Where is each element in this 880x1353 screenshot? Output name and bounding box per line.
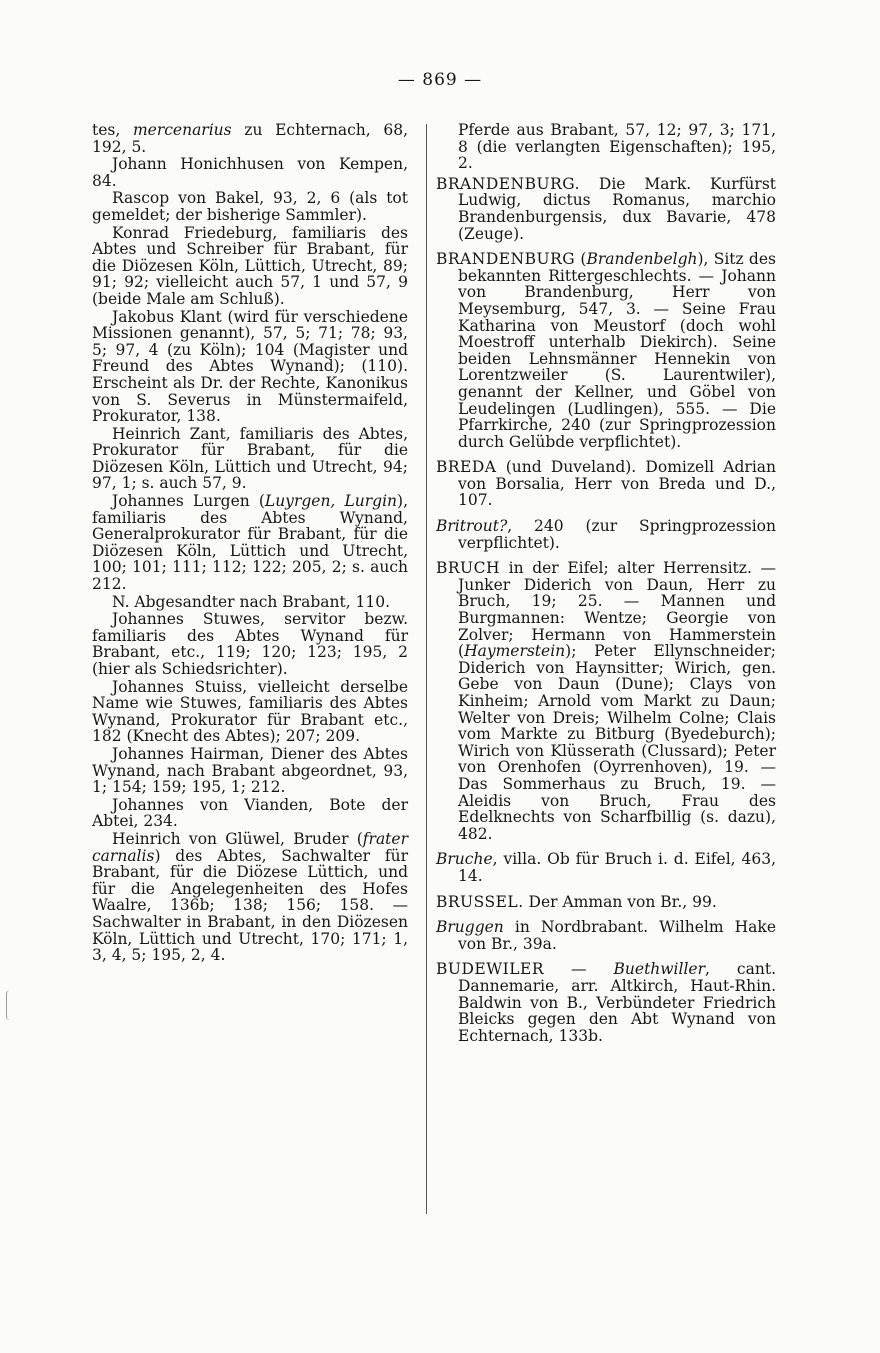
index-entry bbox=[436, 459, 776, 509]
index-entry bbox=[436, 251, 776, 450]
index-entry bbox=[436, 961, 776, 1044]
entry-text: Johannes Hairman, Diener des Abtes Wynand, nach Brabant abgeordnet, 93, 1; 154; 159; 195, 1; 212. bbox=[92, 744, 408, 797]
entry-text: ) des Abtes, Sachwalter für Brabant, für die Diözese Lüttich, und für die Angelegenheiten des Hofes Waalre, 136b; 138; 156; 158. — Sachwalter in Brabant, in den Diözesen Köln, Lüttich und Utrecht, 170; 171; 1, 3, 4, 5; 195, 2, 4. bbox=[92, 846, 408, 965]
left-column bbox=[92, 122, 408, 965]
entry-italic: frater carnalis bbox=[92, 829, 408, 865]
entry-text: Konrad Friedeburg, familiaris des Abtes und Schreiber für Brabant, für die Diözesen Köln, Lüttich, Utrecht, 89; 91; 92; vielleicht auch 57, 1 und 57, 9 (beide Male am Schluß). bbox=[92, 223, 408, 308]
entry-text: — bbox=[544, 960, 614, 979]
entry-text: Johannes Stuwes, servitor bezw. familiaris des Abtes Wynand für Brabant, etc., 119; 120; 123; 195, 2 (hier als Schiedsrichter). bbox=[92, 610, 408, 678]
entry-text: in Nordbrabant. Wilhelm Hake von Br., 39a. bbox=[458, 918, 776, 953]
page-number: — 869 — bbox=[397, 70, 483, 90]
entry-italic: Bruggen bbox=[436, 918, 504, 937]
index-entry bbox=[92, 611, 408, 677]
entry-text: Heinrich von Glüwel, Bruder ( bbox=[112, 829, 363, 848]
entry-text: Johann Honichhusen von Kempen, 84. bbox=[92, 155, 408, 190]
entry-text: Der Amman von Br., 99. bbox=[523, 892, 717, 911]
index-entry bbox=[436, 560, 776, 842]
index-entry bbox=[92, 493, 408, 593]
entry-headword: BREDA bbox=[436, 458, 497, 477]
index-entry bbox=[436, 851, 776, 884]
entry-headword: BUDEWILER bbox=[436, 960, 545, 979]
entry-italic: mercenarius bbox=[132, 121, 232, 139]
entry-text: N. Abgesandter nach Brabant, 110. bbox=[112, 592, 391, 611]
index-entry bbox=[92, 679, 408, 745]
entry-headword: BRUSSEL. bbox=[436, 892, 524, 911]
entry-text: Johannes Lurgen ( bbox=[112, 492, 265, 511]
index-entry bbox=[436, 176, 776, 242]
entry-text: Johannes von Vianden, Bote der Abtei, 234. bbox=[92, 795, 408, 831]
index-entry bbox=[92, 190, 408, 223]
index-entry bbox=[92, 426, 408, 492]
entry-text: zu Echternach, 68, 192, 5. bbox=[92, 121, 408, 156]
entry-text: ), familiaris des Abtes Wynand, Generalprokurator für Brabant, für die Diözesen Köln, Lüttich und Utrecht, 100; 101; 111; 112; 122; 205, 2; s. auch 212. bbox=[92, 492, 408, 594]
index-entry bbox=[92, 797, 408, 830]
page-edge-mark bbox=[6, 990, 13, 1020]
index-entry bbox=[436, 122, 776, 172]
entry-italic: Bruche bbox=[436, 850, 493, 869]
entry-text: ); Peter Ellynschneider; Diderich von Haynsitter; Wirich, gen. Gebe von Daun (Dune); Clays von Kinheim; Arnold vom Markt zu Daun; Welter von Dreis; Wilhelm Colne; Clais vom Markte zu Bitburg (Byedeburch); Wirich von Klüsserath (Clussard); Peter von Orenhofen (Oyrrenhoven), 19. — Das Sommerhaus zu Bruch, 19. — Aleidis von Bruch, Frau des Edelknechts von Scharfbillig (s. dazu), 482. bbox=[458, 642, 776, 843]
entry-italic: Brandenbelgh bbox=[586, 250, 698, 269]
entry-text: ( bbox=[575, 250, 587, 269]
entry-text: Johannes Stuiss, vielleicht derselbe Name wie Stuwes, familiaris des Abtes Wynand, Prokurator für Brabant etc., 182 (Knecht des Abtes); 207; 209. bbox=[92, 677, 408, 746]
entry-text: tes, bbox=[92, 121, 133, 139]
entry-text: Pferde aus Brabant, 57, 12; 97, 3; 171, 8 (die verlangten Eigenschaften); 195, 2. bbox=[458, 121, 776, 173]
index-entry bbox=[92, 225, 408, 308]
right-column bbox=[436, 122, 776, 1053]
entry-text: Heinrich Zant, familiaris des Abtes, Prokurator für Brabant, für die Diözesen Köln, Lüttich und Utrecht, 94; 97, 1; s. auch 57, 9. bbox=[92, 424, 408, 493]
index-entry bbox=[92, 156, 408, 189]
entry-text: in der Eifel; alter Herrensitz. — Junker Diderich von Daun, Herr zu Bruch, 19; 25. — Mannen und Burgmannen: Wentze; Georgie von Zolver; Hermann von Hammerstein ( bbox=[458, 559, 776, 661]
entry-italic: Buethwiller bbox=[613, 960, 706, 979]
entry-headword: BRANDENBURG. bbox=[436, 174, 581, 193]
entry-headword: BRUCH bbox=[436, 559, 501, 578]
entry-text: , 240 (zur Springprozession verpflichtet). bbox=[458, 517, 776, 552]
entry-text: , cant. Dannemarie, arr. Altkirch, Haut-Rhin. Baldwin von B., Verbündeter Friedrich Bleicks gegen den Abt Wynand von Echternach, 133b. bbox=[458, 960, 776, 1045]
entry-headword: BRANDENBURG bbox=[436, 250, 576, 269]
index-entry bbox=[92, 831, 408, 964]
index-entry bbox=[92, 746, 408, 796]
entry-text: Die Mark. Kurfürst Ludwig, dictus Romanus, marchio Brandenburgensis, dux Bavarie, 478 (Zeuge). bbox=[458, 174, 776, 243]
entry-text: ), Sitz des bekannten Rittergeschlechts. — Johann von Brandenburg, Herr von Meysemburg, 547, 3. — Seine Frau Katharina von Meustorf (doch wohl Moestroff unterhalb Diekirch). Seine beiden Lehnsmänner Hennekin von Lorentzweiler (S. Laurentwiler), genannt der Kellner, und Göbel von Leudelingen (Ludlingen), 555. — Die Pfarrkirche, 240 (zur Springprozession durch Gelübde verpflichtet). bbox=[458, 250, 776, 451]
entry-italic: Haymerstein bbox=[464, 642, 566, 661]
index-entry bbox=[436, 919, 776, 952]
index-entry bbox=[92, 122, 408, 155]
index-entry bbox=[436, 518, 776, 551]
entry-italic: Luyrgen, Lurgin bbox=[264, 492, 398, 511]
index-entry bbox=[92, 309, 408, 425]
index-entry bbox=[436, 894, 776, 911]
index-entry bbox=[92, 594, 408, 611]
entry-text: (und Duveland). Domizell Adrian von Borsalia, Herr von Breda und D., 107. bbox=[458, 458, 776, 510]
entry-text: , villa. Ob für Bruch i. d. Eifel, 463, 14. bbox=[458, 850, 776, 885]
entry-italic: Britrout? bbox=[436, 517, 508, 536]
column-divider bbox=[426, 124, 427, 1214]
entry-text: Rascop von Bakel, 93, 2, 6 (als tot gemeldet; der bisherige Sammler). bbox=[92, 189, 408, 224]
entry-text: Jakobus Klant (wird für verschiedene Missionen genannt), 57, 5; 71; 78; 93, 5; 97, 4 (zu Köln); 104 (Magister und Freund des Abtes Wynand); (110). Erscheint als Dr. der Rechte, Kanonikus von S. Severus in Münstermaifeld, Prokurator, 138. bbox=[92, 307, 408, 426]
